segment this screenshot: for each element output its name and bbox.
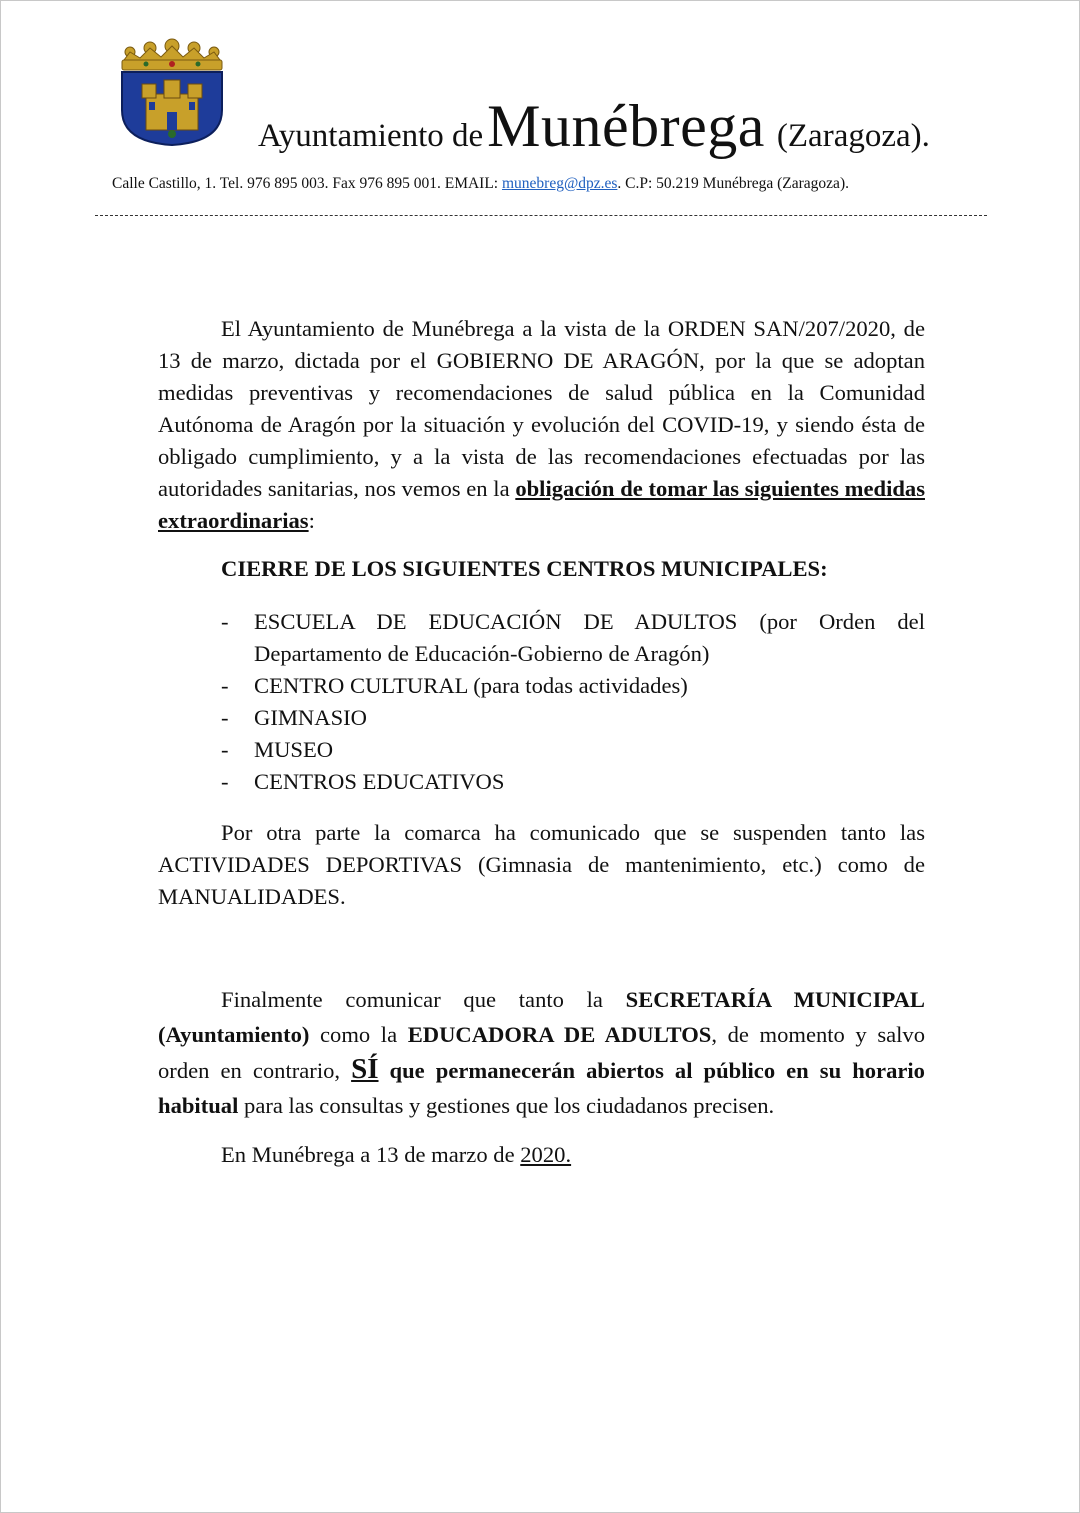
list-item xyxy=(221,702,925,734)
intro-text: El Ayuntamiento de Munébrega a la vista de la ORDEN SAN/207/2020, de 13 de marzo, dictada por el GOBIERNO DE ARAGÓN, por la que se adoptan medidas preventivas y recomendaciones de salud pública en la Comunidad Autónoma de Aragón por la situación y evolución del COVID-19, y siendo ésta de obligado cumplimiento, y a la vista de las recomendaciones efectuadas por las autoridades sanitarias, nos vemos en la xyxy=(158,316,925,501)
list-dash: - xyxy=(221,609,229,634)
intro-bold-obligation: obligación de tomar las siguientes medidas extraordinarias xyxy=(158,476,925,533)
list-item xyxy=(221,734,925,766)
p3-text-a: Finalmente comunicar que tanto la xyxy=(221,987,626,1012)
p3-text-c: como la xyxy=(309,1022,408,1047)
list-dash: - xyxy=(221,737,229,762)
p3-si: SÍ xyxy=(351,1053,379,1085)
p3-text-e: , de momento y salvo orden en contrario, xyxy=(158,1022,926,1083)
p3-educadora: EDUCADORA DE ADULTOS xyxy=(407,1022,712,1047)
intro-paragraph xyxy=(158,313,925,537)
list-item-text: CENTRO CULTURAL (para todas actividades) xyxy=(254,673,688,698)
intro-colon: : xyxy=(308,508,315,533)
email-link[interactable]: munebreg@dpz.es xyxy=(501,175,618,192)
closure-list xyxy=(221,606,925,798)
p3-abiertos: que permanecerán abiertos al público en su horario habitual xyxy=(158,1058,925,1118)
list-item-text: MUSEO xyxy=(254,737,334,762)
p3-text-g: para las consultas y gestiones que los ciudadanos precisen. xyxy=(238,1093,775,1118)
contact-address: Calle Castillo, 1. Tel. 976 895 003. Fax 976 895 001. EMAIL: xyxy=(112,175,502,192)
closing-date xyxy=(158,1139,925,1171)
list-item-text: ESCUELA DE EDUCACIÓN DE ADULTOS (por Orden del Departamento de Educación-Gobierno de Aragón) xyxy=(254,609,925,666)
list-item xyxy=(221,766,925,798)
list-item xyxy=(221,670,925,702)
closing-prefix: En Munébrega a 13 de marzo de xyxy=(221,1142,521,1167)
list-item-text: GIMNASIO xyxy=(254,705,367,730)
coat-of-arms-icon xyxy=(116,38,228,146)
title-town: Munébrega xyxy=(487,93,765,159)
contact-postcode: . C.P: 50.219 Munébrega (Zaragoza). xyxy=(617,175,849,192)
title-prefix: Ayuntamiento de xyxy=(258,118,484,154)
header-divider xyxy=(95,215,987,216)
closure-heading: CIERRE DE LOS SIGUIENTES CENTROS MUNICIPALES: xyxy=(221,556,828,581)
p3-secretaria: SECRETARÍA MUNICIPAL (Ayuntamiento) xyxy=(158,987,925,1047)
list-dash: - xyxy=(221,673,229,698)
title-province: (Zaragoza). xyxy=(776,118,930,154)
comarca-paragraph: Por otra parte la comarca ha comunicado que se suspenden tanto las ACTIVIDADES DEPORTIVAS (Gimnasia de mantenimiento, etc.) como de MANUALIDADES. xyxy=(158,820,925,909)
list-dash: - xyxy=(221,769,229,794)
contact-line xyxy=(112,175,849,193)
list-dash: - xyxy=(221,705,229,730)
list-item xyxy=(221,606,925,670)
open-services-paragraph xyxy=(158,982,925,1123)
list-item-text: CENTROS EDUCATIVOS xyxy=(254,769,505,794)
closing-year: 2020. xyxy=(520,1142,572,1167)
letterhead-title xyxy=(258,92,930,161)
